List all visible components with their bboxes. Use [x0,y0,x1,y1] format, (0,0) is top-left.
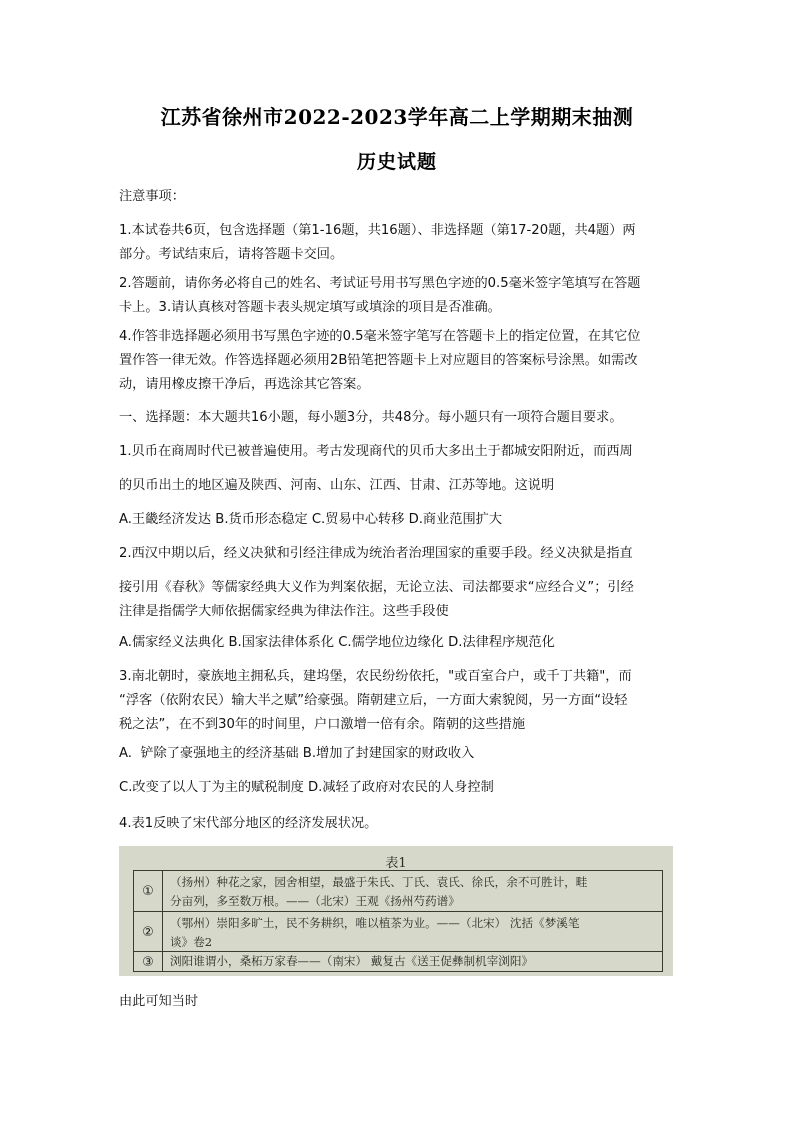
table-1-scan [119,846,673,976]
table-grid [133,870,663,972]
row-number: ① [134,871,163,911]
note-item-4-line-3: 动，请用橡皮擦干净后，再选涂其它答案。 [119,377,370,392]
row-number: ③ [134,952,163,972]
note-item-4-line-1: 4.作答非选择题必须用书写黑色字迹的0.5毫米签字笔写在答题卡上的指定位置，在其它位 [119,329,641,344]
row-text [170,952,656,971]
q3-options-cd: C.改变了以人丁为主的赋税制度 D.减轻了政府对农民的人身控制 [119,780,494,795]
row-text-line: （鄂州）崇阳多旷土，民不务耕织，唯以植茶为业。——（北宋） 沈括《梦溪笔 [170,916,580,930]
q1-line-1: 1.贝币在商周时代已被普遍使用。考古发现商代的贝币大多出土于都城安阳附近，而西周 [119,444,633,459]
exam-title: 江苏省徐州市2022-2023学年高二上学期期末抽测 [160,105,634,129]
q3-options-ab: A. 铲除了豪强地主的经济基础 B.增加了封建国家的财政收入 [119,746,475,761]
note-item-2-line-2: 卡上。3.请认真核对答题卡表头规定填写或填涂的项目是否准确。 [119,300,501,315]
note-item-1-line-1: 1.本试卷共6页，包含选择题（第1-16题，共16题）、非选择题（第17-20题，共4题）两 [119,223,636,238]
note-item-1-line-2: 部分。考试结束后，请将答题卡交回。 [119,247,344,262]
q1-options: A.王畿经济发达 B.货币形态稳定 C.贸易中心转移 D.商业范围扩大 [119,512,503,527]
row-text-line: 谈》卷2 [170,935,213,949]
row-text-line: 分亩列，多至数万根。——（北宋）王观《扬州芍药谱》 [170,894,460,908]
notes-heading: 注意事项： [119,189,185,204]
exam-subtitle: 历史试题 [356,151,437,173]
q2-options: A.儒家经义法典化 B.国家法律体系化 C.儒学地位边缘化 D.法律程序规范化 [119,635,555,650]
q2-line-1: 2.西汉中期以后，经义决狱和引经注律成为统治者治理国家的重要手段。经义决狱是指直 [119,546,633,561]
note-item-2-line-1: 2.答题前，请你务必将自己的姓名、考试证号用书写黑色字迹的0.5毫米签字笔填写在答题 [119,276,641,291]
q4-after-table: 由此可知当时 [119,994,199,1009]
q1-line-2: 的贝币出土的地区遍及陕西、河南、山东、江西、甘肃、江苏等地。这说明 [119,478,555,493]
q4-intro: 4.表1反映了宋代部分地区的经济发展状况。 [119,816,378,831]
table-caption: 表1 [385,856,407,871]
row-text [170,873,656,911]
row-text [170,914,656,952]
table-row [134,951,662,972]
q2-line-3: 注律是指儒学大师依据儒家经典为律法作注。这些手段使 [119,604,449,619]
q3-line-2: “浮客（依附农民）输大半之赋”给豪强。隋朝建立后，一方面大索貌阅，另一方面“设轻 [119,693,628,708]
q2-line-2: 接引用《春秋》等儒家经典大义作为判案依据，无论立法、司法都要求“应经合义”；引经 [119,580,634,595]
row-number: ② [134,912,163,952]
q3-line-1: 3.南北朝时，豪族地主拥私兵，建坞堡，农民纷纷依托，"或百室合户，或千丁共籍"，而 [119,669,632,684]
table-row [134,911,662,952]
section-heading: 一、选择题：本大题共16小题，每小题3分，共48分。每小题只有一项符合题目要求。 [119,410,623,425]
q3-line-3: 税之法”，在不到30年的时间里，户口激增一倍有余。隋朝的这些措施 [119,717,526,732]
table-row [134,871,662,911]
note-item-4-line-2: 置作答一律无效。作答选择题必须用2B铅笔把答题卡上对应题目的答案标号涂黑。如需改 [119,353,638,368]
row-text-line: （扬州）种花之家，园舍相望，最盛于朱氏、丁氏、袁氏、徐氏，余不可胜计，畦 [170,875,588,889]
row-text-line: 浏阳谁谓小，桑柘万家春——（南宋） 戴复古《送王促彝制机宰浏阳》 [170,954,534,968]
